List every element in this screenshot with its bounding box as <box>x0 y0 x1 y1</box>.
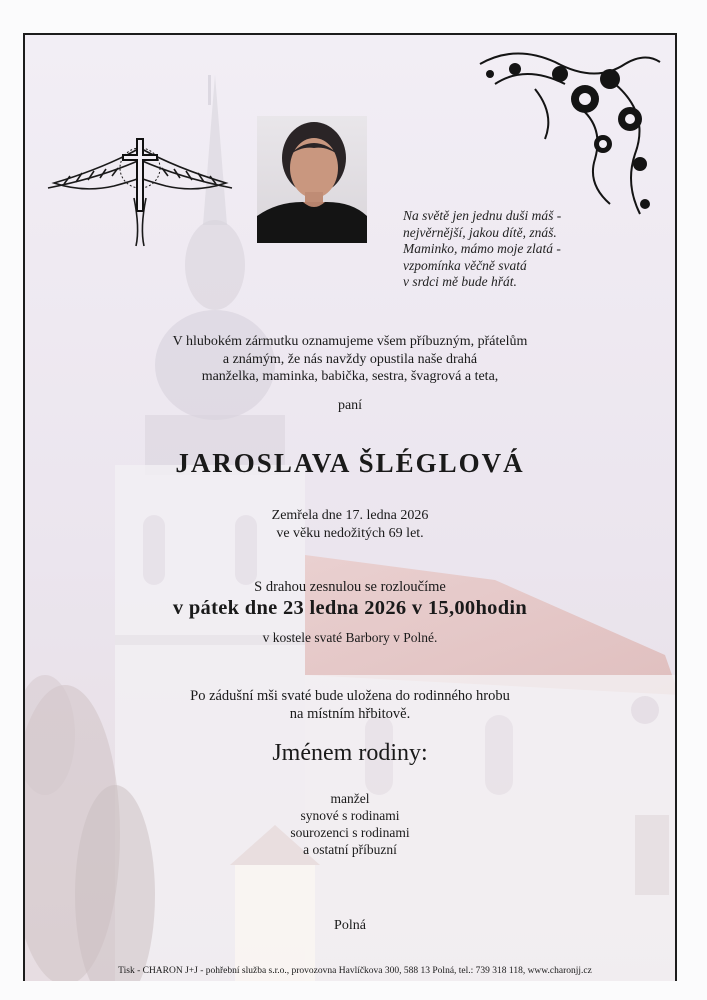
death-line: Zemřela dne 17. ledna 2026 <box>271 508 429 523</box>
family-member: synové s rodinami <box>300 808 400 823</box>
verse-line: v srdci mě bude hřát. <box>403 274 517 289</box>
family-members <box>200 790 500 858</box>
deceased-name: JAROSLAVA ŠLÉGLOVÁ <box>175 448 525 478</box>
death-details <box>200 507 500 542</box>
announcement-intro <box>100 333 600 386</box>
portrait-photo <box>257 116 367 243</box>
family-heading: Jménem rodiny: <box>272 740 428 766</box>
verse-line: Maminko, mámo moje zlatá - <box>403 241 561 256</box>
verse-line: Na světě jen jednu duši máš - <box>403 208 562 223</box>
verse-line: vzpomínka věčně svatá <box>403 257 527 273</box>
printer-footer: Tisk - CHARON J+J - pohřební služba s.r.o., provozovna Havlíčkova 300, 588 13 Polná, tel.: 739 318 118, www.charonjj.cz <box>118 966 592 976</box>
death-line: ve věku nedožitých 69 let. <box>276 525 424 541</box>
intro-line: a známým, že nás navždy opustila naše drahá <box>222 351 478 367</box>
ceremony-datetime: v pátek dne 23 ledna 2026 v 15,00hodin <box>172 597 528 619</box>
burial-info <box>100 688 600 723</box>
intro-line: manželka, maminka, babička, sestra, švagrová a teta, <box>201 369 499 384</box>
honorific: paní <box>337 398 363 413</box>
family-member: a ostatní příbuzní <box>303 842 397 857</box>
memorial-verse <box>403 208 633 291</box>
cross-ornament-icon <box>44 138 236 248</box>
ceremony-location: v kostele svaté Barbory v Polné. <box>262 630 438 645</box>
burial-line: na místním hřbitově. <box>289 705 411 722</box>
farewell-text: S drahou zesnulou se rozloučíme <box>254 579 446 595</box>
family-member: manžel <box>330 791 370 806</box>
place-name: Polná <box>334 918 366 933</box>
burial-line: Po zádušní mši svaté bude uložena do rodinného hrobu <box>190 688 510 704</box>
family-member: sourozenci s rodinami <box>290 825 410 840</box>
intro-line: V hlubokém zármutku oznamujeme všem příbuzným, přátelům <box>172 334 528 349</box>
verse-line: nejvěrnější, jakou dítě, znáš. <box>403 224 557 240</box>
floral-corner-ornament-icon <box>475 44 665 222</box>
